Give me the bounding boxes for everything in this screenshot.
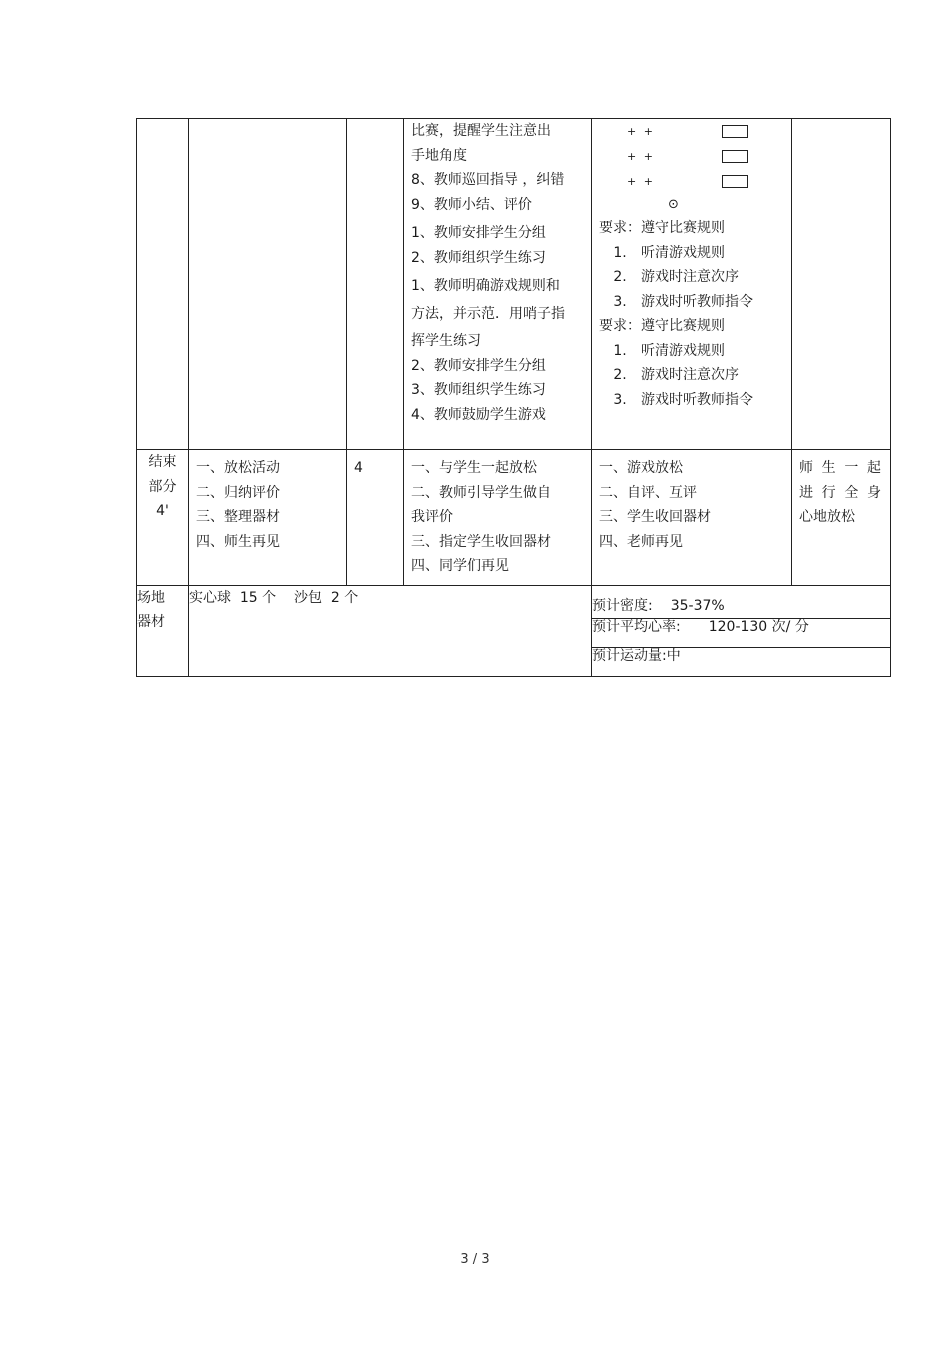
requirement-item: 3. 游戏时听教师指令 xyxy=(613,391,753,408)
requirement-item: 2. 游戏时注意次序 xyxy=(613,367,739,383)
teacher-line: 2、教师安排学生分组 xyxy=(411,357,546,374)
requirement-item: 2. 游戏时注意次序 xyxy=(613,269,739,285)
teacher-line: 2、教师组织学生练习 xyxy=(411,249,546,266)
student-line: 一、游戏放松 xyxy=(599,460,683,476)
teacher-line: 4、教师鼓励学生游戏 xyxy=(411,406,546,423)
duration-value: 4 xyxy=(354,460,363,476)
teacher-line: 一、与学生一起放松 xyxy=(411,460,537,476)
equipment-label: 场地 器材 xyxy=(137,585,189,676)
teacher-line: 二、教师引导学生做自 xyxy=(411,484,551,501)
equipment-row xyxy=(137,585,891,618)
content-line: 二、归纳评价 xyxy=(196,484,280,501)
student-activity-cell xyxy=(592,119,792,450)
requirements-block xyxy=(599,216,785,412)
teacher-activity-cell xyxy=(404,119,592,450)
page-number: 3 / 3 xyxy=(460,1252,490,1267)
formation-row xyxy=(599,119,785,144)
content-line: 三、整理器材 xyxy=(196,509,280,525)
formation-diagram xyxy=(599,119,785,216)
target-box-icon xyxy=(722,150,748,163)
teacher-line: 挥学生练习 xyxy=(411,333,481,349)
teacher-line: 方法，并示范．用哨子指 xyxy=(411,305,565,322)
note-line: 师生一起 xyxy=(799,460,881,476)
teacher-line: 手地角度 xyxy=(411,147,467,164)
student-line: 二、自评、互评 xyxy=(599,484,697,501)
content-line: 四、师生再见 xyxy=(196,533,280,550)
teacher-line: 四、同学们再见 xyxy=(411,558,509,574)
target-box-icon xyxy=(722,125,748,138)
equipment-items: 实心球 15 个 沙包 2 个 xyxy=(189,585,592,676)
section-cell-empty xyxy=(137,119,189,450)
teacher-line: 1、教师安排学生分组 xyxy=(411,225,546,241)
density-stat: 预计密度: 35-37% xyxy=(592,585,891,618)
note-line: 心地放松 xyxy=(799,509,855,525)
requirement-title: 要求：遵守比赛规则 xyxy=(599,220,725,236)
end-teacher-cell xyxy=(404,450,592,586)
heart-rate-stat: 预计平均心率: 120-130 次/ 分 xyxy=(592,618,891,647)
note-line: 进行全身 xyxy=(799,484,881,501)
load-stat: 预计运动量:中 xyxy=(592,647,891,676)
basic-part-continuation-row xyxy=(137,119,891,450)
student-marks: + + xyxy=(627,125,655,138)
teacher-line: 我评价 xyxy=(411,509,453,525)
student-marks: + + xyxy=(627,150,655,163)
target-box-icon xyxy=(722,175,748,188)
requirement-item: 1. 听清游戏规则 xyxy=(613,244,725,261)
teacher-line: 比赛，提醒学生注意出 xyxy=(411,123,551,139)
note-cell-empty xyxy=(792,119,891,450)
student-line: 三、学生收回器材 xyxy=(599,509,711,525)
formation-row xyxy=(599,169,785,194)
content-cell-empty xyxy=(189,119,347,450)
teacher-line: 1、教师明确游戏规则和 xyxy=(411,278,560,294)
teacher-position-icon: ⊙ xyxy=(668,197,679,212)
end-section-label: 结束 部分 4' xyxy=(137,450,189,586)
student-marks: + + xyxy=(627,175,655,188)
lesson-plan-table xyxy=(136,118,891,677)
teacher-line: 3、教师组织学生练习 xyxy=(411,382,546,398)
end-student-cell xyxy=(592,450,792,586)
content-line: 一、放松活动 xyxy=(196,460,280,476)
end-content-cell xyxy=(189,450,347,586)
requirement-item: 1. 听清游戏规则 xyxy=(613,342,725,359)
requirement-title: 要求：遵守比赛规则 xyxy=(599,318,725,334)
teacher-line: 三、指定学生收回器材 xyxy=(411,533,551,550)
end-section-row xyxy=(137,450,891,586)
duration-cell-empty xyxy=(347,119,404,450)
formation-row xyxy=(599,144,785,169)
requirement-item: 3. 游戏时听教师指令 xyxy=(613,293,753,310)
teacher-line: 9、教师小结、评价 xyxy=(411,196,532,213)
end-note-cell xyxy=(792,450,891,586)
end-duration-cell xyxy=(347,450,404,586)
teacher-line: 8、教师巡回指导 ，纠错 xyxy=(411,172,565,188)
student-line: 四、老师再见 xyxy=(599,533,683,550)
